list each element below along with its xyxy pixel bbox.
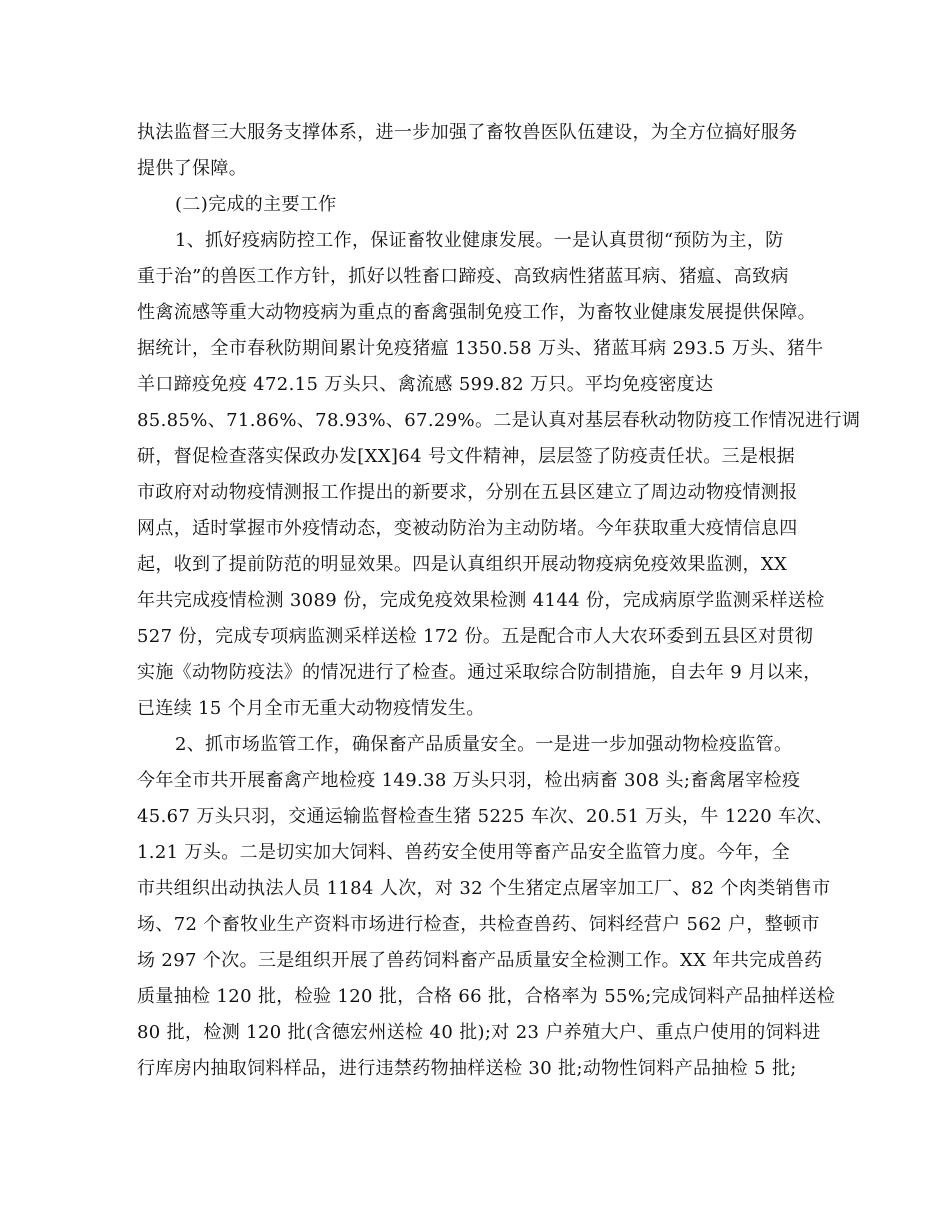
text-line: 85.85%、71.86%、78.93%、67.29%。二是认真对基层春秋动物防疫工作情况进行调 [137, 410, 861, 431]
text-line: 45.67 万头只羽，交通运输监督检查生猪 5225 车次、20.51 万头，牛 1220 车次、 [137, 806, 834, 827]
text-line: 1、抓好疫病防控工作，保证畜牧业健康发展。一是认真贯彻“预防为主，防 [175, 230, 784, 251]
text-line: 起，收到了提前防范的明显效果。四是认真组织开展动物疫病免疫效果监测，XX [137, 554, 788, 575]
text-line: 质量抽检 120 批，检验 120 批，合格 66 批，合格率为 55%;完成饲料产品抽样送检 [137, 986, 836, 1007]
text-line: 527 份，完成专项病监测采样送检 172 份。五是配合市人大农环委到五县区对贯彻 [137, 626, 814, 647]
text-line: 市共组织出动执法人员 1184 人次，对 32 个生猪定点屠宰加工厂、82 个肉类销售市 [137, 878, 831, 899]
text-line: 研，督促检查落实保政办发[XX]64 号文件精神，层层签了防疫责任状。三是根据 [137, 446, 795, 467]
text-line: 羊口蹄疫免疫 472.15 万头只、禽流感 599.82 万只。平均免疫密度达 [137, 374, 714, 395]
text-line: 1.21 万头。二是切实加大饲料、兽药安全使用等畜产品安全监管力度。今年，全 [137, 842, 791, 863]
text-line: 场 297 个次。三是组织开展了兽药饲料畜产品质量安全检测工作。XX 年共完成兽药 [137, 950, 823, 971]
text-line: 市政府对动物疫情测报工作提出的新要求，分别在五县区建立了周边动物疫情测报 [137, 482, 798, 503]
text-line: 已连续 15 个月全市无重大动物疫情发生。 [137, 698, 485, 719]
text-line: 性禽流感等重大动物疫病为重点的畜禽强制免疫工作，为畜牧业健康发展提供保障。 [137, 302, 816, 323]
text-line: 行库房内抽取饲料样品，进行违禁药物抽样送检 30 批;动物性饲料产品抽检 5 批; [137, 1058, 797, 1079]
text-line: 80 批，检测 120 批(含德宏州送检 40 批);对 23 户养殖大户、重点户使用的饲料进 [137, 1022, 821, 1043]
section-heading: (二)完成的主要工作 [175, 194, 337, 215]
text-line: 重于治”的兽医工作方针，抓好以牲畜口蹄疫、高致病性猪蓝耳病、猪瘟、高致病 [137, 266, 789, 287]
text-line: 提供了保障。 [137, 158, 248, 179]
text-line: 执法监督三大服务支撑体系，进一步加强了畜牧兽医队伍建设，为全方位搞好服务 [137, 122, 798, 143]
text-line: 2、抓市场监管工作，确保畜产品质量安全。一是进一步加强动物检疫监管。 [175, 734, 793, 755]
text-line: 今年全市共开展畜禽产地检疫 149.38 万头只羽，检出病畜 308 头;畜禽屠宰检疫 [137, 770, 801, 791]
text-line: 网点，适时掌握市外疫情动态，变被动防治为主动防堵。今年获取重大疫情信息四 [137, 518, 798, 539]
text-line: 实施《动物防疫法》的情况进行了检查。通过采取综合防制措施，自去年 9 月以来， [137, 662, 822, 683]
text-line: 据统计，全市春秋防期间累计免疫猪瘟 1350.58 万头、猪蓝耳病 293.5 万头、猪牛 [137, 338, 824, 359]
text-line: 场、72 个畜牧业生产资料市场进行检查，共检查兽药、饲料经营户 562 户，整顿市 [137, 914, 820, 935]
text-line: 年共完成疫情检测 3089 份，完成免疫效果检测 4144 份，完成病原学监测采样送检 [137, 590, 825, 611]
